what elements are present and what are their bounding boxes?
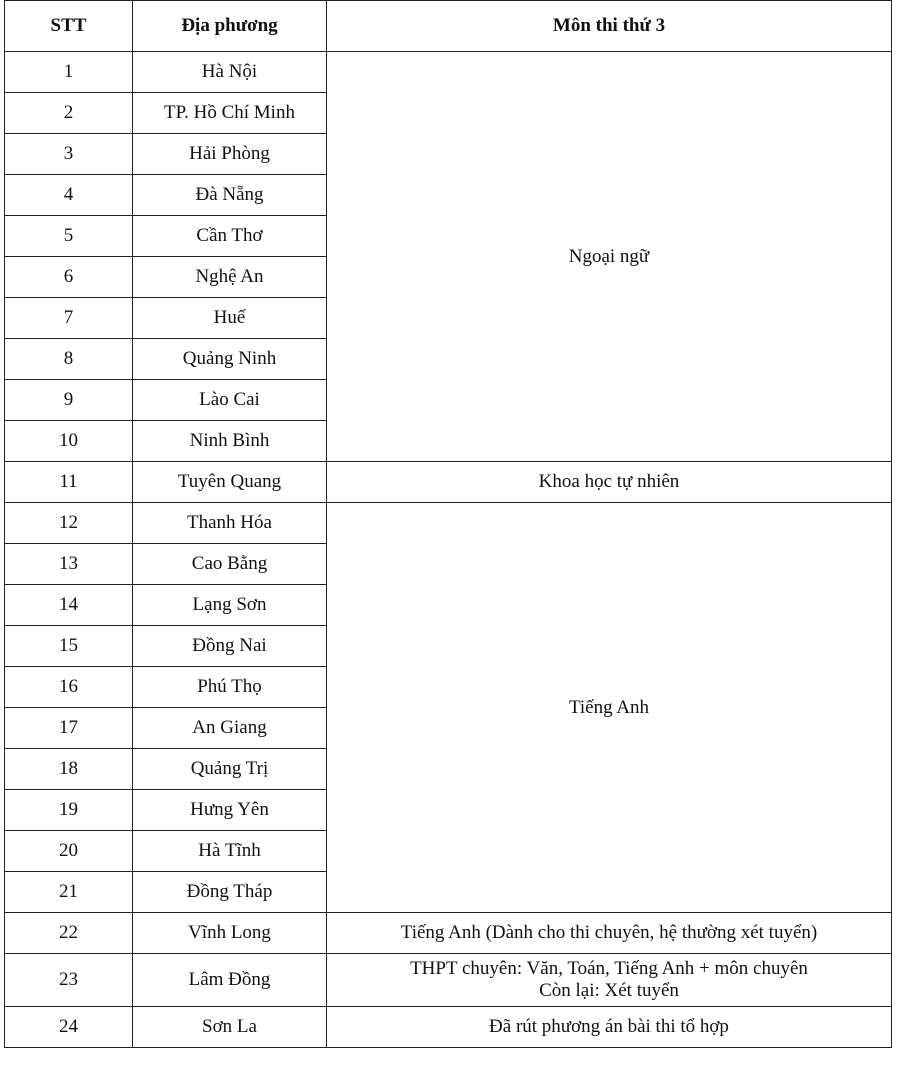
locality-cell: Hà Nội [133, 52, 327, 93]
locality-cell: Cao Bằng [133, 544, 327, 585]
locality-cell: Hưng Yên [133, 790, 327, 831]
header-row [5, 1, 892, 52]
locality-cell: Lâm Đồng [133, 954, 327, 1007]
locality-cell: An Giang [133, 708, 327, 749]
subject-cell: Tiếng Anh (Dành cho thi chuyên, hệ thường xét tuyển) [327, 913, 892, 954]
stt-cell: 18 [5, 749, 133, 790]
header-stt: STT [5, 1, 133, 52]
subject-line-2: Còn lại: Xét tuyển [539, 980, 679, 1001]
stt-cell: 13 [5, 544, 133, 585]
table-row [5, 954, 892, 1007]
locality-cell: Lào Cai [133, 380, 327, 421]
subject-cell: Tiếng Anh [327, 503, 892, 913]
stt-cell: 21 [5, 872, 133, 913]
stt-cell: 1 [5, 52, 133, 93]
locality-cell: Tuyên Quang [133, 462, 327, 503]
stt-cell: 4 [5, 175, 133, 216]
locality-cell: Ninh Bình [133, 421, 327, 462]
table-row [5, 503, 892, 544]
locality-cell: Quảng Ninh [133, 339, 327, 380]
locality-cell: Huế [133, 298, 327, 339]
table-row [5, 462, 892, 503]
stt-cell: 9 [5, 380, 133, 421]
exam-subject-table [4, 0, 892, 1048]
stt-cell: 6 [5, 257, 133, 298]
table-row [5, 913, 892, 954]
locality-cell: Nghệ An [133, 257, 327, 298]
stt-cell: 24 [5, 1007, 133, 1048]
subject-cell: Khoa học tự nhiên [327, 462, 892, 503]
stt-cell: 3 [5, 134, 133, 175]
subject-cell [327, 954, 892, 1007]
locality-cell: Hà Tĩnh [133, 831, 327, 872]
locality-cell: Đồng Tháp [133, 872, 327, 913]
header-locality: Địa phương [133, 1, 327, 52]
stt-cell: 5 [5, 216, 133, 257]
subject-line-1: THPT chuyên: Văn, Toán, Tiếng Anh + môn chuyên [410, 958, 808, 979]
stt-cell: 2 [5, 93, 133, 134]
stt-cell: 17 [5, 708, 133, 749]
stt-cell: 8 [5, 339, 133, 380]
locality-cell: Sơn La [133, 1007, 327, 1048]
stt-cell: 10 [5, 421, 133, 462]
stt-cell: 22 [5, 913, 133, 954]
table-row [5, 52, 892, 93]
locality-cell: Vĩnh Long [133, 913, 327, 954]
table-row [5, 1007, 892, 1048]
locality-cell: Cần Thơ [133, 216, 327, 257]
stt-cell: 23 [5, 954, 133, 1007]
stt-cell: 16 [5, 667, 133, 708]
header-subject: Môn thi thứ 3 [327, 1, 892, 52]
stt-cell: 12 [5, 503, 133, 544]
locality-cell: Hải Phòng [133, 134, 327, 175]
locality-cell: Đà Nẵng [133, 175, 327, 216]
subject-cell: Đã rút phương án bài thi tổ hợp [327, 1007, 892, 1048]
stt-cell: 11 [5, 462, 133, 503]
locality-cell: Thanh Hóa [133, 503, 327, 544]
locality-cell: Phú Thọ [133, 667, 327, 708]
locality-cell: Đồng Nai [133, 626, 327, 667]
stt-cell: 14 [5, 585, 133, 626]
subject-cell: Ngoại ngữ [327, 52, 892, 462]
locality-cell: Lạng Sơn [133, 585, 327, 626]
locality-cell: TP. Hồ Chí Minh [133, 93, 327, 134]
stt-cell: 20 [5, 831, 133, 872]
stt-cell: 7 [5, 298, 133, 339]
stt-cell: 15 [5, 626, 133, 667]
locality-cell: Quảng Trị [133, 749, 327, 790]
stt-cell: 19 [5, 790, 133, 831]
